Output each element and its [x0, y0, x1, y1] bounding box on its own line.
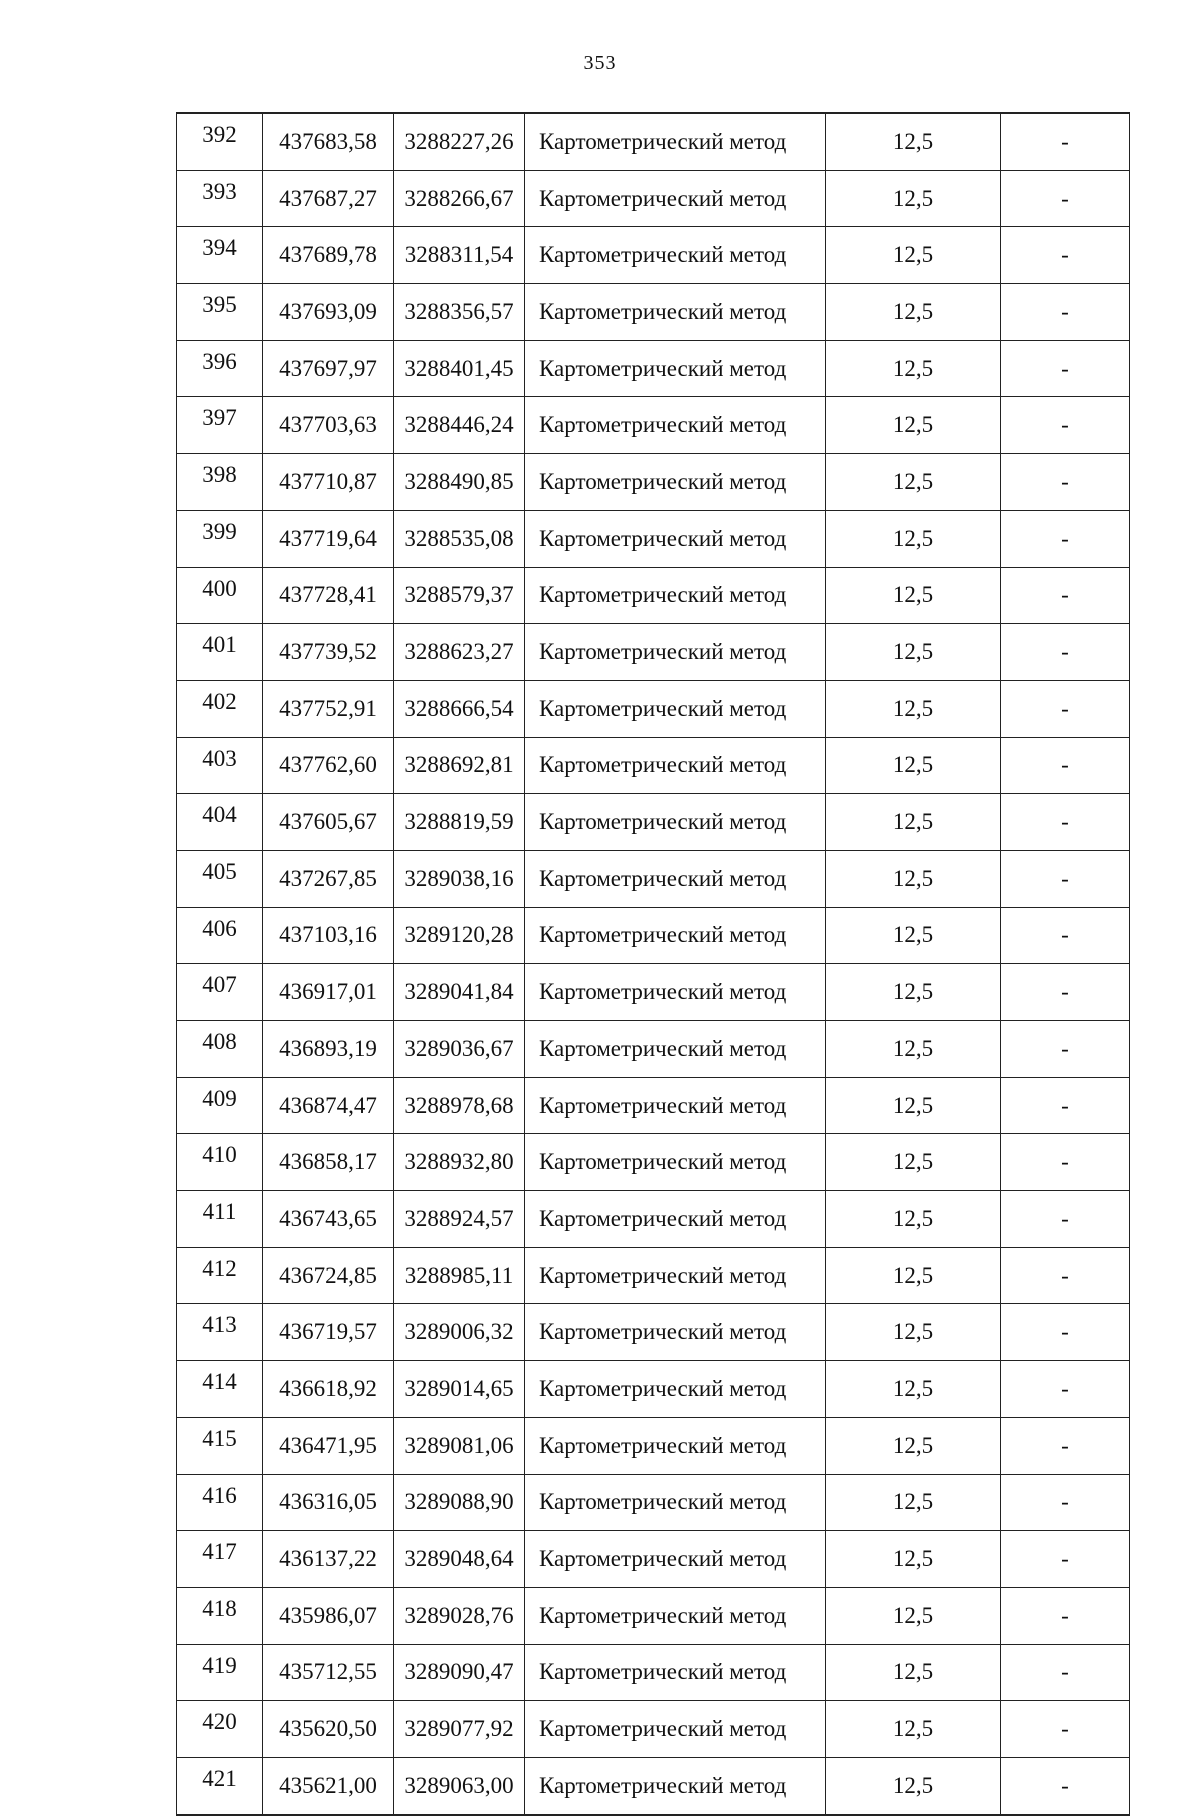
description-cell: - — [1001, 1021, 1130, 1078]
method-cell: Картометрический метод — [525, 113, 826, 170]
point-number-cell: 407 — [177, 964, 263, 1021]
table-row — [177, 794, 1130, 851]
point-number-cell: 393 — [177, 170, 263, 227]
x-coordinate-cell: 435712,55 — [263, 1644, 394, 1701]
description-cell: - — [1001, 1587, 1130, 1644]
method-cell: Картометрический метод — [525, 1757, 826, 1814]
point-number-cell: 406 — [177, 907, 263, 964]
table-row — [177, 1417, 1130, 1474]
method-cell: Картометрический метод — [525, 1191, 826, 1248]
description-cell: - — [1001, 1644, 1130, 1701]
x-coordinate-cell: 436893,19 — [263, 1021, 394, 1078]
description-cell: - — [1001, 1757, 1130, 1814]
x-coordinate-cell: 437762,60 — [263, 737, 394, 794]
y-coordinate-cell: 3288692,81 — [394, 737, 525, 794]
method-cell: Картометрический метод — [525, 850, 826, 907]
method-cell: Картометрический метод — [525, 1587, 826, 1644]
accuracy-cell: 12,5 — [826, 1191, 1001, 1248]
y-coordinate-cell: 3288446,24 — [394, 397, 525, 454]
point-number-cell: 416 — [177, 1474, 263, 1531]
x-coordinate-cell: 436874,47 — [263, 1077, 394, 1134]
table-row — [177, 1644, 1130, 1701]
method-cell: Картометрический метод — [525, 1304, 826, 1361]
point-number-cell: 396 — [177, 340, 263, 397]
y-coordinate-cell: 3289090,47 — [394, 1644, 525, 1701]
method-cell: Картометрический метод — [525, 737, 826, 794]
description-cell: - — [1001, 1417, 1130, 1474]
x-coordinate-cell: 436743,65 — [263, 1191, 394, 1248]
y-coordinate-cell: 3289028,76 — [394, 1587, 525, 1644]
accuracy-cell: 12,5 — [826, 1304, 1001, 1361]
table-row — [177, 567, 1130, 624]
table-row — [177, 1191, 1130, 1248]
description-cell: - — [1001, 624, 1130, 681]
accuracy-cell: 12,5 — [826, 340, 1001, 397]
y-coordinate-cell: 3288356,57 — [394, 284, 525, 341]
x-coordinate-cell: 437719,64 — [263, 510, 394, 567]
point-number-cell: 401 — [177, 624, 263, 681]
accuracy-cell: 12,5 — [826, 170, 1001, 227]
coordinates-table-body — [177, 113, 1130, 1815]
x-coordinate-cell: 435621,00 — [263, 1757, 394, 1814]
description-cell: - — [1001, 1701, 1130, 1758]
accuracy-cell: 12,5 — [826, 794, 1001, 851]
x-coordinate-cell: 437710,87 — [263, 454, 394, 511]
x-coordinate-cell: 436618,92 — [263, 1361, 394, 1418]
method-cell: Картометрический метод — [525, 1077, 826, 1134]
point-number-cell: 420 — [177, 1701, 263, 1758]
page-number: 353 — [583, 52, 617, 74]
method-cell: Картометрический метод — [525, 1134, 826, 1191]
x-coordinate-cell: 437703,63 — [263, 397, 394, 454]
y-coordinate-cell: 3288623,27 — [394, 624, 525, 681]
y-coordinate-cell: 3288266,67 — [394, 170, 525, 227]
description-cell: - — [1001, 113, 1130, 170]
method-cell: Картометрический метод — [525, 964, 826, 1021]
x-coordinate-cell: 437267,85 — [263, 850, 394, 907]
method-cell: Картометрический метод — [525, 1021, 826, 1078]
method-cell: Картометрический метод — [525, 907, 826, 964]
method-cell: Картометрический метод — [525, 1644, 826, 1701]
method-cell: Картометрический метод — [525, 794, 826, 851]
point-number-cell: 409 — [177, 1077, 263, 1134]
method-cell: Картометрический метод — [525, 1417, 826, 1474]
method-cell: Картометрический метод — [525, 397, 826, 454]
table-row — [177, 1077, 1130, 1134]
accuracy-cell: 12,5 — [826, 397, 1001, 454]
point-number-cell: 410 — [177, 1134, 263, 1191]
x-coordinate-cell: 436137,22 — [263, 1531, 394, 1588]
table-row — [177, 1134, 1130, 1191]
y-coordinate-cell: 3289014,65 — [394, 1361, 525, 1418]
description-cell: - — [1001, 1247, 1130, 1304]
method-cell: Картометрический метод — [525, 567, 826, 624]
point-number-cell: 392 — [177, 113, 263, 170]
y-coordinate-cell: 3289120,28 — [394, 907, 525, 964]
y-coordinate-cell: 3288924,57 — [394, 1191, 525, 1248]
method-cell: Картометрический метод — [525, 1701, 826, 1758]
table-row — [177, 850, 1130, 907]
point-number-cell: 414 — [177, 1361, 263, 1418]
point-number-cell: 408 — [177, 1021, 263, 1078]
method-cell: Картометрический метод — [525, 1247, 826, 1304]
x-coordinate-cell: 437728,41 — [263, 567, 394, 624]
accuracy-cell: 12,5 — [826, 1134, 1001, 1191]
y-coordinate-cell: 3289041,84 — [394, 964, 525, 1021]
table-row — [177, 284, 1130, 341]
y-coordinate-cell: 3288535,08 — [394, 510, 525, 567]
accuracy-cell: 12,5 — [826, 737, 1001, 794]
y-coordinate-cell: 3288978,68 — [394, 1077, 525, 1134]
accuracy-cell: 12,5 — [826, 850, 1001, 907]
accuracy-cell: 12,5 — [826, 1247, 1001, 1304]
table-row — [177, 907, 1130, 964]
table-row — [177, 227, 1130, 284]
description-cell: - — [1001, 454, 1130, 511]
table-row — [177, 510, 1130, 567]
point-number-cell: 397 — [177, 397, 263, 454]
point-number-cell: 400 — [177, 567, 263, 624]
table-row — [177, 1587, 1130, 1644]
accuracy-cell: 12,5 — [826, 1644, 1001, 1701]
method-cell: Картометрический метод — [525, 284, 826, 341]
method-cell: Картометрический метод — [525, 1361, 826, 1418]
point-number-cell: 404 — [177, 794, 263, 851]
point-number-cell: 417 — [177, 1531, 263, 1588]
y-coordinate-cell: 3289006,32 — [394, 1304, 525, 1361]
description-cell: - — [1001, 907, 1130, 964]
table-row — [177, 1247, 1130, 1304]
point-number-cell: 398 — [177, 454, 263, 511]
y-coordinate-cell: 3288579,37 — [394, 567, 525, 624]
y-coordinate-cell: 3288227,26 — [394, 113, 525, 170]
x-coordinate-cell: 437689,78 — [263, 227, 394, 284]
accuracy-cell: 12,5 — [826, 1531, 1001, 1588]
accuracy-cell: 12,5 — [826, 454, 1001, 511]
method-cell: Картометрический метод — [525, 454, 826, 511]
table-row — [177, 1361, 1130, 1418]
accuracy-cell: 12,5 — [826, 510, 1001, 567]
x-coordinate-cell: 437752,91 — [263, 680, 394, 737]
y-coordinate-cell: 3288490,85 — [394, 454, 525, 511]
x-coordinate-cell: 436724,85 — [263, 1247, 394, 1304]
y-coordinate-cell: 3288819,59 — [394, 794, 525, 851]
y-coordinate-cell: 3289038,16 — [394, 850, 525, 907]
table-row — [177, 1757, 1130, 1814]
x-coordinate-cell: 436719,57 — [263, 1304, 394, 1361]
method-cell: Картометрический метод — [525, 1474, 826, 1531]
table-row — [177, 1474, 1130, 1531]
point-number-cell: 399 — [177, 510, 263, 567]
y-coordinate-cell: 3289077,92 — [394, 1701, 525, 1758]
method-cell: Картометрический метод — [525, 340, 826, 397]
point-number-cell: 413 — [177, 1304, 263, 1361]
point-number-cell: 402 — [177, 680, 263, 737]
point-number-cell: 405 — [177, 850, 263, 907]
point-number-cell: 419 — [177, 1644, 263, 1701]
method-cell: Картометрический метод — [525, 624, 826, 681]
accuracy-cell: 12,5 — [826, 567, 1001, 624]
accuracy-cell: 12,5 — [826, 1757, 1001, 1814]
table-row — [177, 397, 1130, 454]
table-row — [177, 340, 1130, 397]
accuracy-cell: 12,5 — [826, 1587, 1001, 1644]
accuracy-cell: 12,5 — [826, 1701, 1001, 1758]
table-row — [177, 680, 1130, 737]
method-cell: Картометрический метод — [525, 170, 826, 227]
point-number-cell: 411 — [177, 1191, 263, 1248]
y-coordinate-cell: 3288311,54 — [394, 227, 525, 284]
point-number-cell: 403 — [177, 737, 263, 794]
x-coordinate-cell: 436316,05 — [263, 1474, 394, 1531]
method-cell: Картометрический метод — [525, 510, 826, 567]
y-coordinate-cell: 3288985,11 — [394, 1247, 525, 1304]
table-row — [177, 737, 1130, 794]
description-cell: - — [1001, 340, 1130, 397]
x-coordinate-cell: 435986,07 — [263, 1587, 394, 1644]
description-cell: - — [1001, 964, 1130, 1021]
description-cell: - — [1001, 284, 1130, 341]
y-coordinate-cell: 3289036,67 — [394, 1021, 525, 1078]
table-row — [177, 624, 1130, 681]
y-coordinate-cell: 3288401,45 — [394, 340, 525, 397]
description-cell: - — [1001, 1304, 1130, 1361]
y-coordinate-cell: 3289088,90 — [394, 1474, 525, 1531]
description-cell: - — [1001, 1134, 1130, 1191]
x-coordinate-cell: 437697,97 — [263, 340, 394, 397]
method-cell: Картометрический метод — [525, 680, 826, 737]
y-coordinate-cell: 3288666,54 — [394, 680, 525, 737]
accuracy-cell: 12,5 — [826, 624, 1001, 681]
x-coordinate-cell: 436471,95 — [263, 1417, 394, 1474]
accuracy-cell: 12,5 — [826, 1361, 1001, 1418]
description-cell: - — [1001, 850, 1130, 907]
y-coordinate-cell: 3289081,06 — [394, 1417, 525, 1474]
table-row — [177, 964, 1130, 1021]
description-cell: - — [1001, 567, 1130, 624]
table-row — [177, 170, 1130, 227]
description-cell: - — [1001, 510, 1130, 567]
accuracy-cell: 12,5 — [826, 964, 1001, 1021]
x-coordinate-cell: 437687,27 — [263, 170, 394, 227]
description-cell: - — [1001, 1191, 1130, 1248]
description-cell: - — [1001, 397, 1130, 454]
table-row — [177, 1304, 1130, 1361]
y-coordinate-cell: 3288932,80 — [394, 1134, 525, 1191]
description-cell: - — [1001, 794, 1130, 851]
description-cell: - — [1001, 737, 1130, 794]
y-coordinate-cell: 3289048,64 — [394, 1531, 525, 1588]
point-number-cell: 412 — [177, 1247, 263, 1304]
accuracy-cell: 12,5 — [826, 1474, 1001, 1531]
x-coordinate-cell: 436917,01 — [263, 964, 394, 1021]
table-row — [177, 113, 1130, 170]
coordinates-table — [176, 112, 1130, 1816]
x-coordinate-cell: 436858,17 — [263, 1134, 394, 1191]
description-cell: - — [1001, 170, 1130, 227]
description-cell: - — [1001, 1077, 1130, 1134]
point-number-cell: 394 — [177, 227, 263, 284]
accuracy-cell: 12,5 — [826, 113, 1001, 170]
x-coordinate-cell: 435620,50 — [263, 1701, 394, 1758]
point-number-cell: 421 — [177, 1757, 263, 1814]
description-cell: - — [1001, 1474, 1130, 1531]
x-coordinate-cell: 437605,67 — [263, 794, 394, 851]
x-coordinate-cell: 437693,09 — [263, 284, 394, 341]
accuracy-cell: 12,5 — [826, 284, 1001, 341]
x-coordinate-cell: 437739,52 — [263, 624, 394, 681]
point-number-cell: 418 — [177, 1587, 263, 1644]
description-cell: - — [1001, 680, 1130, 737]
point-number-cell: 395 — [177, 284, 263, 341]
x-coordinate-cell: 437103,16 — [263, 907, 394, 964]
table-row — [177, 1531, 1130, 1588]
description-cell: - — [1001, 1361, 1130, 1418]
table-row — [177, 454, 1130, 511]
accuracy-cell: 12,5 — [826, 227, 1001, 284]
x-coordinate-cell: 437683,58 — [263, 113, 394, 170]
accuracy-cell: 12,5 — [826, 1021, 1001, 1078]
description-cell: - — [1001, 1531, 1130, 1588]
point-number-cell: 415 — [177, 1417, 263, 1474]
description-cell: - — [1001, 227, 1130, 284]
accuracy-cell: 12,5 — [826, 680, 1001, 737]
accuracy-cell: 12,5 — [826, 907, 1001, 964]
y-coordinate-cell: 3289063,00 — [394, 1757, 525, 1814]
method-cell: Картометрический метод — [525, 227, 826, 284]
table-row — [177, 1021, 1130, 1078]
table-row — [177, 1701, 1130, 1758]
method-cell: Картометрический метод — [525, 1531, 826, 1588]
accuracy-cell: 12,5 — [826, 1417, 1001, 1474]
accuracy-cell: 12,5 — [826, 1077, 1001, 1134]
